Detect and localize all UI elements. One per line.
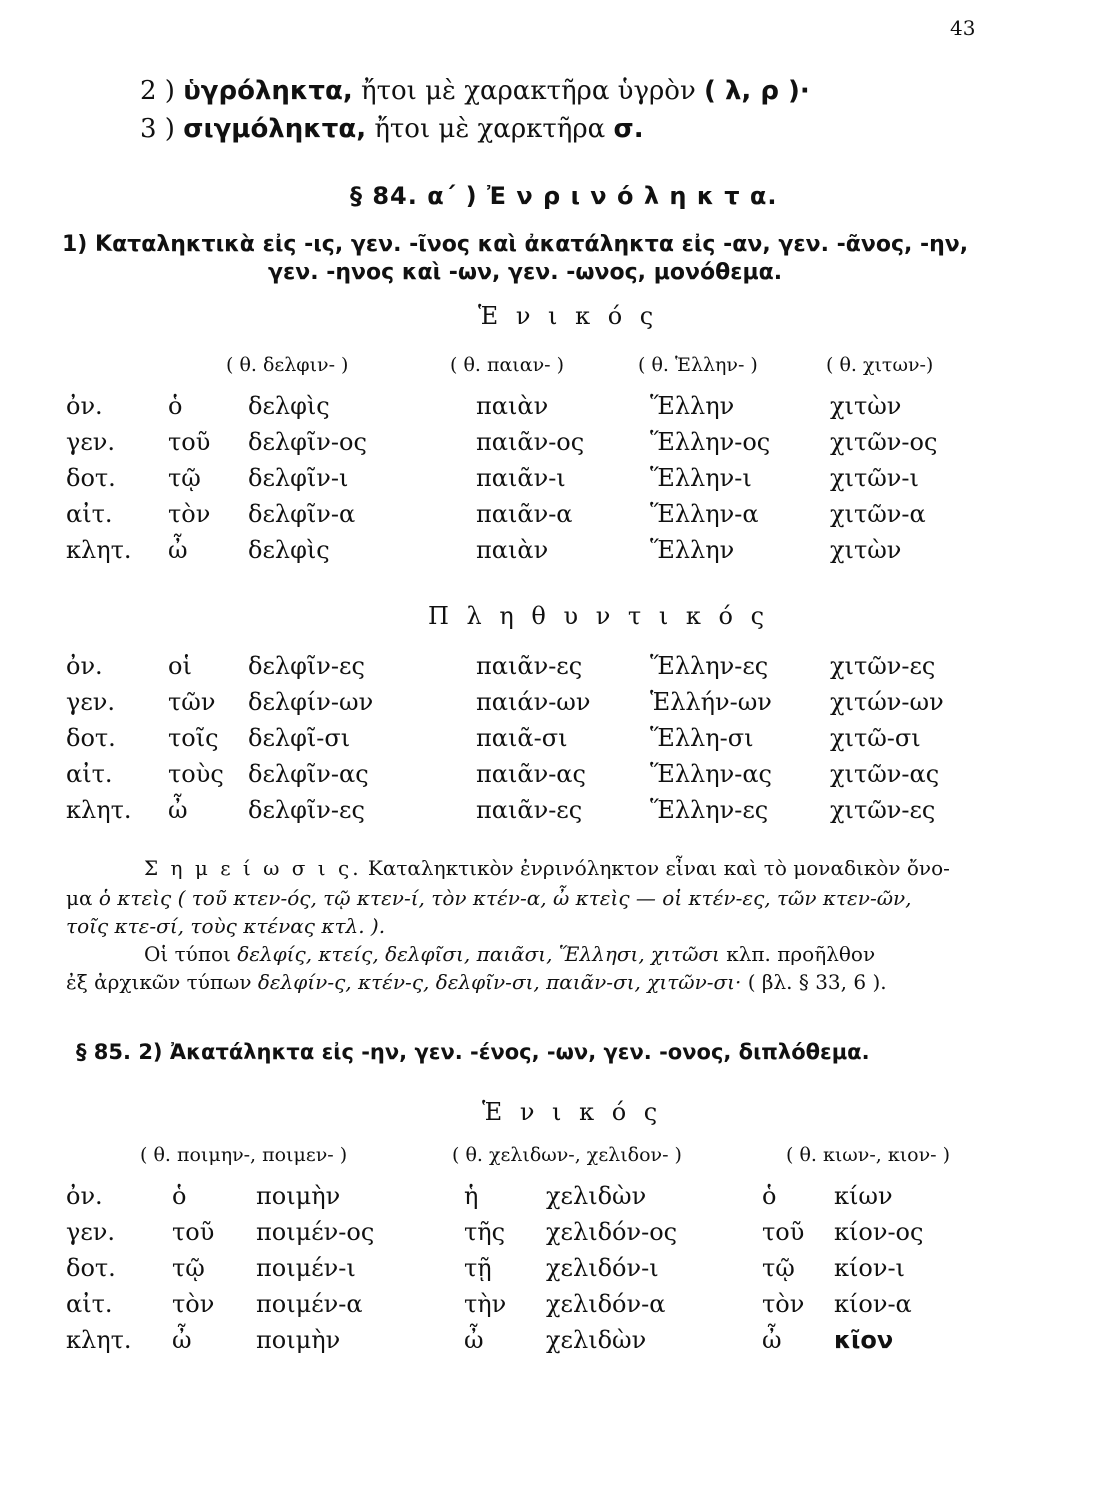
form-ellen: Ἕλλην (650, 392, 735, 420)
form-chiton: χιτῶν-ος (830, 428, 938, 456)
form-kion: κίον-ος (834, 1218, 924, 1246)
form-paian: παιᾶν-ας (476, 760, 586, 788)
form-paian: παιᾶν-ες (476, 652, 583, 680)
form-chiton: χιτῶν-ας (830, 760, 940, 788)
article: τοῖς (168, 724, 219, 752)
article: τῷ (762, 1254, 795, 1282)
form-paian: παιᾶν-ες (476, 796, 583, 824)
form-paian: παιᾶν-α (476, 500, 573, 528)
term: σιγμόληκτα, (183, 114, 367, 144)
form-kion: κίον-ι (834, 1254, 905, 1282)
form-ellen: Ἑλλήν-ων (650, 688, 772, 716)
article: ὦ (168, 796, 188, 824)
form-chiton: χιτῶν-ες (830, 796, 936, 824)
letters: ( λ, ρ )· (704, 76, 810, 106)
page-number: 43 (950, 16, 976, 40)
form-kion: κίων (834, 1182, 893, 1210)
article: ὦ (168, 536, 188, 564)
article: τοῦ (172, 1218, 215, 1246)
form-ellen: Ἕλλην-ος (650, 428, 771, 456)
form-poimen: ποιμὴν (256, 1326, 341, 1354)
form-chelidon: χελιδὼν (546, 1326, 647, 1354)
article: οἱ (168, 652, 192, 680)
form-paian: παιᾶ-σι (476, 724, 568, 752)
article: τὴν (464, 1290, 507, 1318)
case-label: γεν. (66, 688, 115, 716)
form-chiton: χιτῶν-ες (830, 652, 936, 680)
stem-delfin: ( θ. δελφιν- ) (226, 354, 349, 376)
form-paian: παιὰν (476, 392, 549, 420)
stem-ellen: ( θ. Ἑλλην- ) (638, 354, 758, 376)
case-label: δοτ. (66, 464, 116, 492)
note-text: ἐξ ἀρχικῶν τύπων (66, 970, 252, 994)
case-label: ὀν. (66, 392, 103, 420)
form-chiton: χιτὼν (830, 536, 902, 564)
form-delfis: δελφῖν-α (248, 500, 356, 528)
form-chelidon: χελιδόν-ι (546, 1254, 659, 1282)
article: τοῦ (762, 1218, 805, 1246)
article: τῇ (464, 1254, 492, 1282)
form-poimen: ποιμέν-α (256, 1290, 363, 1318)
form-ellen: Ἕλλην (650, 536, 735, 564)
plural-label: Π λ η θ υ ν τ ι κ ό ς (428, 602, 770, 630)
note-text: μα (66, 886, 93, 910)
form-delfis: δελφῖν-ος (248, 428, 367, 456)
form-ellen: Ἕλλην-ες (650, 796, 769, 824)
form-delfis: δελφίν-ων (248, 688, 374, 716)
form-delfis: δελφῖν-ι (248, 464, 349, 492)
note-text: κλπ. προῆλθον (726, 942, 876, 966)
article: ἡ (464, 1182, 479, 1210)
form-delfis: δελφὶς (248, 392, 330, 420)
form-ellen: Ἕλλην-ες (650, 652, 769, 680)
rule-line-1: 1) Καταληκτικὰ εἰς -ις, γεν. -ῖνος καὶ ἀκατάληκτα εἰς -αν, γεν. -ᾶνος, -ην, (62, 232, 969, 257)
note-example: δελφίς, κτείς, δελφῖσι, παιᾶσι, Ἕλλησι, χιτῶσι (237, 942, 720, 966)
stem-poimen: ( θ. ποιμην-, ποιμεν- ) (140, 1144, 348, 1166)
article: ὦ (762, 1326, 782, 1354)
note-text: Οἱ τύποι (144, 942, 231, 966)
article: τῷ (168, 464, 201, 492)
note-text: Καταληκτικὸν ἐνρινόληκτον εἶναι καὶ τὸ μοναδικὸν ὄνο- (367, 856, 950, 880)
article: τοῦ (168, 428, 211, 456)
form-kion: κῖον (834, 1326, 894, 1354)
form-paian: παιᾶν-ος (476, 428, 585, 456)
article: ὁ (168, 392, 183, 420)
note-2-line-2 (66, 970, 887, 994)
note-example: τοῖς κτε-σί, τοὺς κτένας κτλ. ). (66, 914, 386, 938)
case-label: δοτ. (66, 724, 116, 752)
form-ellen: Ἕλλη-σι (650, 724, 754, 752)
article: τὸν (172, 1290, 215, 1318)
item-text: ἤτοι μὲ χαρκτῆρα (374, 114, 606, 144)
case-label: δοτ. (66, 1254, 116, 1282)
item-text: ἤτοι μὲ χαρακτῆρα ὑγρὸν (361, 76, 696, 106)
article: ὁ (762, 1182, 777, 1210)
form-chelidon: χελιδόν-α (546, 1290, 666, 1318)
article: ὦ (464, 1326, 484, 1354)
form-ellen: Ἕλλην-ας (650, 760, 772, 788)
article: τῷ (172, 1254, 205, 1282)
article: τοὺς (168, 760, 224, 788)
form-poimen: ποιμὴν (256, 1182, 341, 1210)
case-label: γεν. (66, 1218, 115, 1246)
item-number: 3 ) (140, 114, 175, 144)
case-label: κλητ. (66, 1326, 132, 1354)
case-label: ὀν. (66, 1182, 103, 1210)
form-paian: παιὰν (476, 536, 549, 564)
form-ellen: Ἕλλην-α (650, 500, 759, 528)
note-reference: ( βλ. § 33, 6 ). (747, 970, 887, 994)
article: τὸν (762, 1290, 805, 1318)
article: ὦ (172, 1326, 192, 1354)
form-paian: παιᾶν-ι (476, 464, 566, 492)
case-label: αἰτ. (66, 760, 113, 788)
form-chiton: χιτῶν-ι (830, 464, 919, 492)
form-paian: παιάν-ων (476, 688, 591, 716)
article: τῆς (464, 1218, 506, 1246)
note-1-line-3 (66, 914, 385, 938)
note-example: ὁ κτεὶς ( τοῦ κτεν-ός, τῷ κτεν-ί, τὸν κτέν-α, ὦ κτεὶς — οἱ κτέν-ες, τῶν κτεν-ῶν, (98, 886, 912, 910)
note-1-line-1 (144, 856, 950, 880)
form-chiton: χιτῶν-α (830, 500, 926, 528)
case-label: κλητ. (66, 536, 132, 564)
section-84-heading: § 84. α΄ ) Ἐ ν ρ ι ν ό λ η κ τ α. (350, 182, 778, 210)
note-2-line-1 (144, 942, 875, 966)
singular-label: Ἑ ν ι κ ό ς (478, 302, 659, 330)
form-delfis: δελφῖν-ας (248, 760, 369, 788)
term: ὑγρόληκτα, (183, 76, 353, 106)
letters: σ. (613, 114, 644, 144)
form-delfis: δελφὶς (248, 536, 330, 564)
rule-line-2: γεν. -ηνος καὶ -ων, γεν. -ωνος, μονόθεμα. (268, 260, 783, 285)
form-delfis: δελφῖν-ες (248, 796, 365, 824)
intro-item-3 (140, 114, 644, 144)
case-label: αἰτ. (66, 500, 113, 528)
form-chiton: χιτῶ-σι (830, 724, 921, 752)
note-example: δελφίν-ς, κτέν-ς, δελφῖν-σι, παιᾶν-σι, χιτῶν-σι· (257, 970, 742, 994)
article: τῶν (168, 688, 216, 716)
stem-paian: ( θ. παιαν- ) (450, 354, 564, 376)
stem-chiton: ( θ. χιτων-) (826, 354, 934, 376)
item-number: 2 ) (140, 76, 175, 106)
stem-kion: ( θ. κιων-, κιον- ) (786, 1144, 951, 1166)
form-delfis: δελφῖ-σι (248, 724, 351, 752)
note-1-line-2 (66, 886, 912, 910)
form-chiton: χιτών-ων (830, 688, 944, 716)
case-label: αἰτ. (66, 1290, 113, 1318)
form-kion: κίον-α (834, 1290, 912, 1318)
form-poimen: ποιμέν-ι (256, 1254, 356, 1282)
form-ellen: Ἕλλην-ι (650, 464, 752, 492)
intro-item-2 (140, 76, 810, 106)
case-label: γεν. (66, 428, 115, 456)
singular-label: Ἑ ν ι κ ό ς (482, 1098, 663, 1126)
form-poimen: ποιμέν-ος (256, 1218, 375, 1246)
section-85-heading: § 85. 2) Ἀκατάληκτα εἰς -ην, γεν. -ένος, -ων, γεν. -ονος, διπλόθεμα. (76, 1040, 870, 1064)
note-label: Σ η μ ε ί ω σ ι ς. (144, 856, 362, 880)
form-chelidon: χελιδόν-ος (546, 1218, 678, 1246)
form-chiton: χιτὼν (830, 392, 902, 420)
stem-chelidon: ( θ. χελιδων-, χελιδον- ) (452, 1144, 682, 1166)
case-label: ὀν. (66, 652, 103, 680)
form-chelidon: χελιδὼν (546, 1182, 647, 1210)
article: ὁ (172, 1182, 187, 1210)
case-label: κλητ. (66, 796, 132, 824)
form-delfis: δελφῖν-ες (248, 652, 365, 680)
article: τὸν (168, 500, 211, 528)
